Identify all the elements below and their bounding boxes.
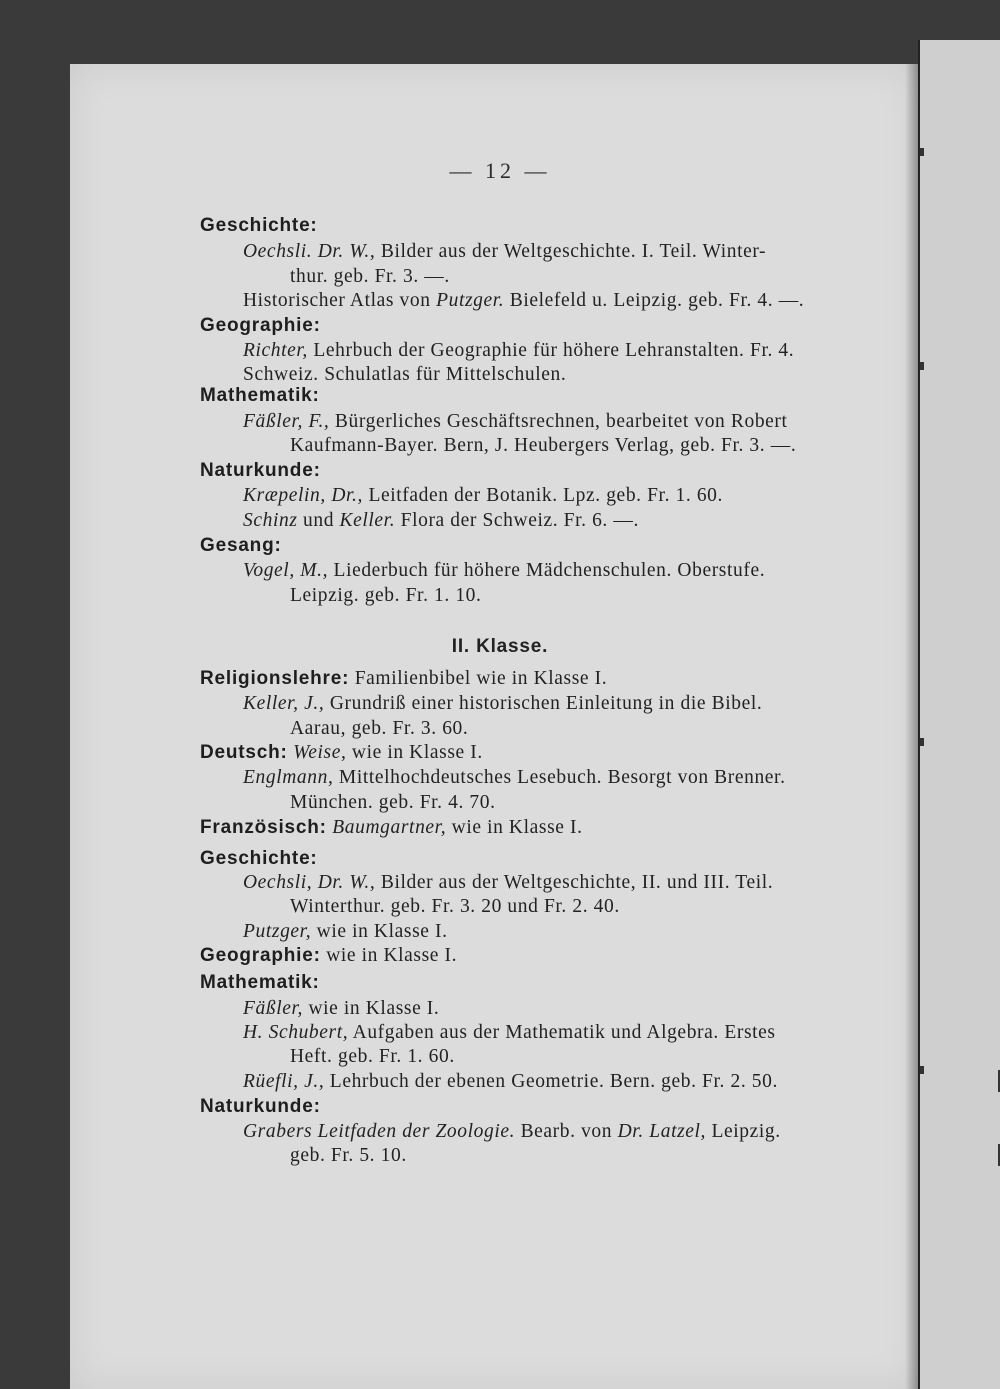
- entry-faessler-2: Fäßler, wie in Klasse I.: [243, 998, 440, 1019]
- entry-richter: Richter, Lehrbuch der Geographie für höhere Lehranstalten. Fr. 4.: [243, 340, 795, 361]
- page-gutter-shadow: [905, 64, 919, 1389]
- entry-schubert-cont: Heft. geb. Fr. 1. 60.: [290, 1046, 455, 1067]
- entry-schubert: H. Schubert, Aufgaben aus der Mathematik und Algebra. Erstes: [243, 1022, 776, 1043]
- heading-gesang: Gesang:: [200, 535, 282, 556]
- entry-englmann-cont: München. geb. Fr. 4. 70.: [290, 792, 496, 813]
- edge-mark: [920, 148, 924, 156]
- entry-kraepelin: Kræpelin, Dr., Leitfaden der Botanik. Lpz. geb. Fr. 1. 60.: [243, 485, 724, 506]
- entry-graber-cont: geb. Fr. 5. 10.: [290, 1145, 407, 1166]
- entry-oechsli-2-cont: Winterthur. geb. Fr. 3. 20 und Fr. 2. 40.: [290, 896, 620, 917]
- entry-putzger: Historischer Atlas von Putzger. Bielefeld u. Leipzig. geb. Fr. 4. —.: [243, 290, 805, 311]
- entry-schulatlas: Schweiz. Schulatlas für Mittelschulen.: [243, 364, 567, 385]
- entry-englmann: Englmann, Mittelhochdeutsches Lesebuch. Besorgt von Brenner.: [243, 767, 786, 788]
- entry-vogel: Vogel, M., Liederbuch für höhere Mädchenschulen. Oberstufe.: [243, 560, 766, 581]
- entry-graber: Grabers Leitfaden der Zoologie. Bearb. von Dr. Latzel, Leipzig.: [243, 1121, 781, 1142]
- heading-deutsch: Deutsch: Weise, wie in Klasse I.: [200, 742, 483, 763]
- entry-vogel-cont: Leipzig. geb. Fr. 1. 10.: [290, 585, 482, 606]
- entry-putzger-2: Putzger, wie in Klasse I.: [243, 921, 448, 942]
- entry-rueefli: Rüefli, J., Lehrbuch der ebenen Geometrie. Bern. geb. Fr. 2. 50.: [243, 1071, 778, 1092]
- entry-oechsli-2: Oechsli, Dr. W., Bilder aus der Weltgeschichte, II. und III. Teil.: [243, 872, 774, 893]
- heading-religionslehre: Religionslehre: Familienbibel wie in Klasse I.: [200, 668, 608, 689]
- entry-faessler: Fäßler, F., Bürgerliches Geschäftsrechnen, bearbeitet von Robert: [243, 411, 788, 432]
- edge-mark: [920, 362, 924, 370]
- heading-geschichte-2: Geschichte:: [200, 848, 318, 869]
- edge-mark: [920, 738, 924, 746]
- entry-keller: Keller, J., Grundriß einer historischen Einleitung in die Bibel.: [243, 693, 763, 714]
- class-heading: II. Klasse.: [451, 636, 549, 657]
- heading-franzoesisch: Französisch: Baumgartner, wie in Klasse I.: [200, 817, 583, 838]
- entry-schinz-keller: Schinz und Keller. Flora der Schweiz. Fr. 6. —.: [243, 510, 639, 531]
- page-number: — 12 —: [449, 158, 551, 183]
- heading-geschichte: Geschichte:: [200, 215, 318, 236]
- heading-naturkunde: Naturkunde:: [200, 460, 321, 481]
- entry-oechsli: Oechsli. Dr. W., Bilder aus der Weltgeschichte. I. Teil. Winter-: [243, 241, 767, 262]
- heading-mathematik-2: Mathematik:: [200, 972, 320, 993]
- heading-geographie-2: Geographie: wie in Klasse I.: [200, 945, 458, 966]
- facing-page-edge: [918, 40, 1000, 1389]
- entry-keller-cont: Aarau, geb. Fr. 3. 60.: [290, 718, 469, 739]
- entry-oechsli-cont: thur. geb. Fr. 3. —.: [290, 266, 450, 287]
- heading-naturkunde-2: Naturkunde:: [200, 1096, 321, 1117]
- entry-faessler-cont: Kaufmann-Bayer. Bern, J. Heubergers Verlag, geb. Fr. 3. —.: [290, 435, 797, 456]
- heading-geographie: Geographie:: [200, 315, 321, 336]
- heading-mathematik: Mathematik:: [200, 385, 320, 406]
- edge-mark: [920, 1066, 924, 1074]
